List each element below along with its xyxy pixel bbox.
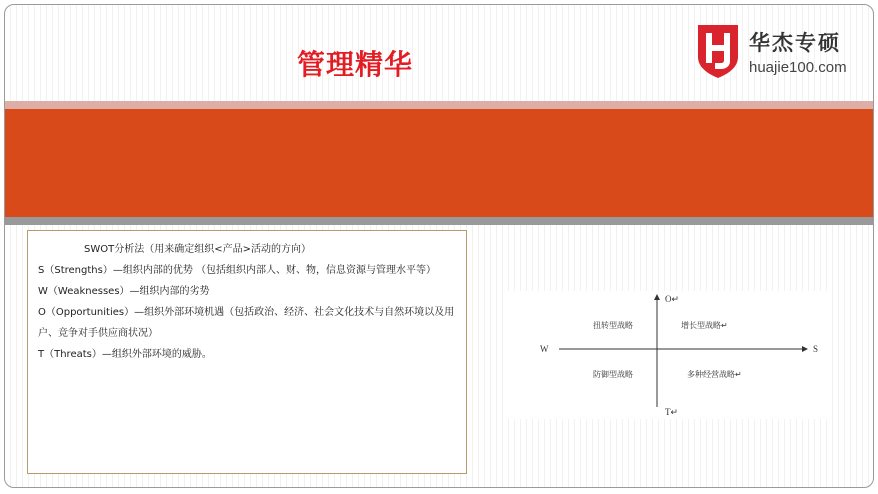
- swot-line-w: W（Weaknesses）—组织内部的劣势: [38, 286, 210, 297]
- quadrant-bottom-right: 多种经营战略↵: [687, 370, 742, 379]
- swot-text-box: [27, 230, 467, 474]
- brand-url: huajie100.com: [749, 59, 847, 76]
- swot-matrix-graphic: [507, 291, 829, 419]
- brand-logo: [695, 23, 865, 87]
- axis-label-w: W: [540, 344, 549, 354]
- brand-name: 华杰专硕: [749, 31, 841, 55]
- banner-bottom-strip: [5, 217, 874, 225]
- quadrant-top-right: 增长型战略↵: [681, 321, 728, 330]
- axis-label-o: O↵: [665, 294, 680, 304]
- page-title: 管理精华: [297, 48, 414, 81]
- brand-shield-icon: [695, 23, 741, 79]
- swot-line-o: O（Opportunities）—组织外部环境机遇（包括政治、经济、社会文化技术与自然环境以及用户、竞争对手供应商状况）: [38, 307, 455, 339]
- axis-label-t: T↵: [665, 407, 679, 417]
- horizontal-axis-arrow-icon: [802, 346, 808, 352]
- banner-top-strip: [5, 101, 874, 109]
- quadrant-top-left: 扭转型战略: [593, 321, 633, 330]
- axis-label-s: S: [813, 344, 819, 354]
- banner: [5, 109, 874, 217]
- swot-line-t: T（Threats）—组织外部环境的威胁。: [38, 349, 212, 360]
- quadrant-bottom-left: 防御型战略: [593, 370, 633, 379]
- swot-matrix: [507, 291, 829, 419]
- vertical-axis-arrow-icon: [654, 294, 660, 300]
- slide: [4, 4, 874, 488]
- swot-heading: SWOT分析法（用来确定组织<产品>活动的方向）: [84, 244, 311, 255]
- swot-line-s: S（Strengths）—组织内部的优势 （包括组织内部人、财、物，信息资源与管理水平等）: [38, 265, 436, 276]
